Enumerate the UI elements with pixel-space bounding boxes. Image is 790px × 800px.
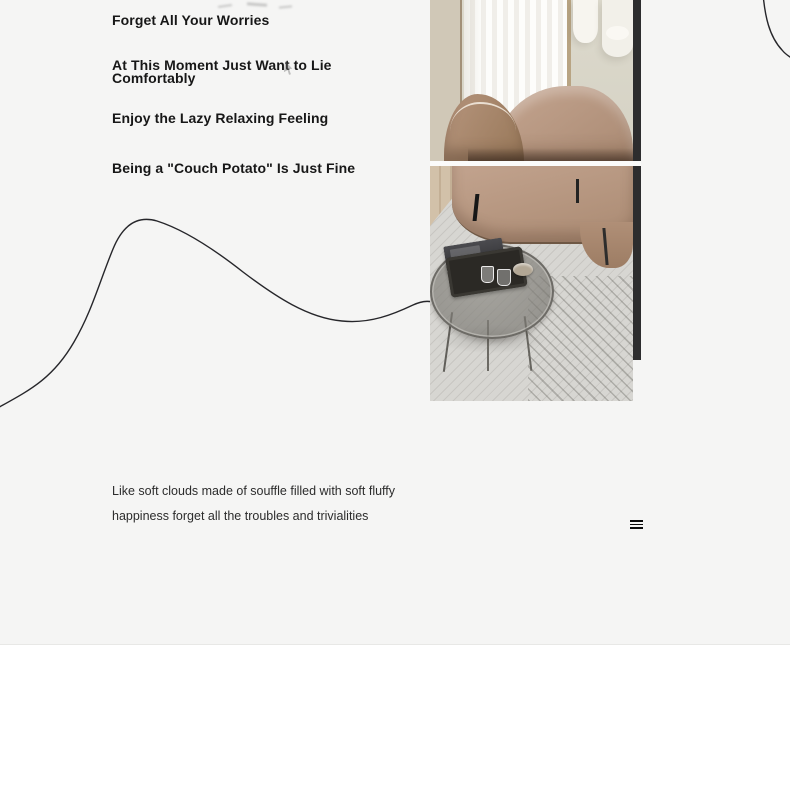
headline-couch-potato: Being a "Couch Potato" Is Just Fine — [112, 160, 356, 176]
photo-gap-line — [430, 161, 641, 166]
clipped-text-artifact — [215, 1, 305, 10]
glass-cup — [497, 269, 511, 286]
headline-lazy-feeling: Enjoy the Lazy Relaxing Feeling — [112, 110, 329, 126]
floor-lamp — [573, 0, 598, 43]
headline-forget-worries: Forget All Your Worries — [112, 12, 270, 28]
glass-cup — [481, 266, 494, 283]
lower-section — [0, 645, 790, 800]
hero-description: Like soft clouds made of souffle filled with soft fluffy happiness forget all the troubles and trivialities — [112, 484, 396, 523]
sofa-leg — [576, 179, 579, 203]
stone-decor — [513, 263, 533, 276]
photo-side-bar — [633, 0, 641, 360]
menu-icon-bar — [630, 520, 643, 522]
floor-lamp — [602, 0, 633, 57]
menu-icon[interactable] — [630, 520, 643, 529]
product-photo — [430, 0, 641, 401]
menu-icon-bar — [630, 527, 643, 529]
sofa-shadow — [468, 148, 633, 162]
photo-image-top — [430, 0, 633, 162]
menu-icon-bar — [630, 524, 643, 526]
headline-lie-comfortably: At This Moment Just Want to Lie Comfortably — [112, 57, 332, 86]
photo-image-bottom — [430, 166, 633, 401]
